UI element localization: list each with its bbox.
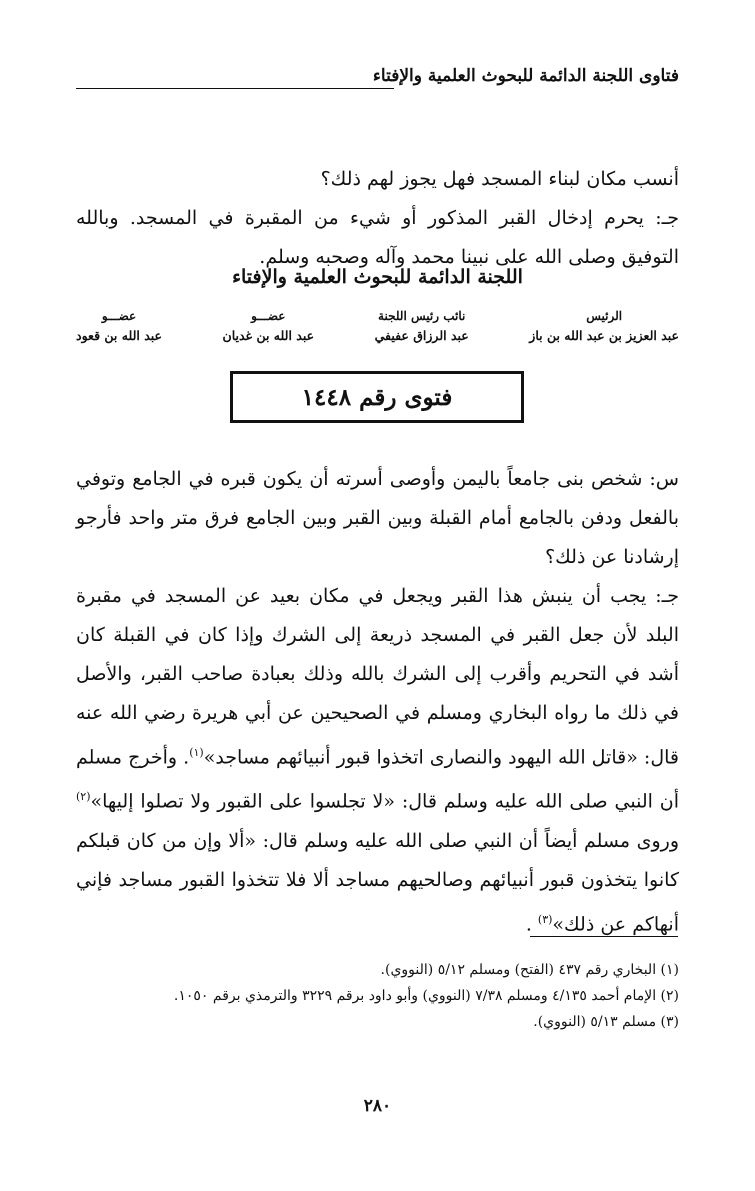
answer-end: . xyxy=(525,912,538,935)
previous-answer xyxy=(76,160,679,277)
fatwa-body xyxy=(76,460,679,944)
fatwa-title: فتوى رقم ١٤٤٨ xyxy=(301,383,453,411)
member-signature xyxy=(375,306,469,346)
member-role: عضـــو xyxy=(251,309,286,323)
fatwa-number-box xyxy=(230,371,524,423)
member-signature xyxy=(529,306,679,346)
footnote-ref-3: (٣) xyxy=(537,912,553,926)
fatwa-question: س: شخص بنى جامعاً باليمن وأوصى أسرته أن يكون قبره في الجامع وتوفي بالفعل ودفن بالجامع أمام القبلة وبين القبر وبين الجامع فرق متر واحد فأرجو إرشادنا عن ذلك؟ xyxy=(76,468,679,568)
footnote-3: (٣) مسلم ٥/١٣ (النووي). xyxy=(533,1014,679,1030)
footnote-separator xyxy=(530,936,678,937)
member-signature xyxy=(76,306,162,346)
header-rule xyxy=(76,88,394,89)
member-name: عبد الله بن غديان xyxy=(222,328,315,343)
header-title: فتاوى اللجنة الدائمة للبحوث العلمية والإفتاء xyxy=(372,66,679,86)
question-ending: أنسب مكان لبناء المسجد فهل يجوز لهم ذلك؟ xyxy=(320,168,679,190)
member-name: عبد الرزاق عفيفي xyxy=(374,328,469,343)
footnote-ref-2: (٢) xyxy=(76,790,91,804)
member-role: نائب رئيس اللجنة xyxy=(378,309,466,323)
committee-signatures xyxy=(76,306,679,346)
footnote-2: (٢) الإمام أحمد ٤/١٣٥ ومسلم ٧/٣٨ (النووي) وأبو داود برقم ٣٢٢٩ والترمذي برقم ١٠٥٠. xyxy=(173,988,679,1004)
member-name: عبد الله بن قعود xyxy=(76,328,163,343)
answer-part-2: . وأخرج مسلم أن النبي صلى الله عليه وسلم قال: «لا تجلسوا على القبور ولا تصلوا إليها» xyxy=(76,746,679,813)
footnote-ref-1: (١) xyxy=(189,746,204,759)
member-role: الرئيس xyxy=(586,309,623,323)
answer-part-3: وروى مسلم أيضاً أن النبي صلى الله عليه وسلم قال: «ألا وإن من كان قبلكم كانوا يتخذون قبور أنبيائهم وصالحيهم مساجد ألا فلا تتخذوا القبور مساجد فإني أنهاكم عن ذلك» xyxy=(76,829,679,935)
footnotes xyxy=(60,957,679,1035)
previous-answer-text: جـ: يحرم إدخال القبر المذكور أو شيء من المقبرة في المسجد. وبالله التوفيق وصلى الله على نبينا محمد وآله وصحبه وسلم. xyxy=(76,207,679,268)
fatwa-answer xyxy=(76,577,679,944)
answer-part-1: جـ: يجب أن ينبش هذا القبر ويجعل في مكان بعيد عن المسجد في مقبرة البلد لأن جعل القبر في المسجد ذريعة إلى الشرك وإذا كان في القبلة كان أشد في التحريم وأقرب إلى الشرك بالله وذلك بعبادة صاحب القبر، والأصل في ذلك ما رواه البخاري ومسلم في الصحيحين عن أبي هريرة رضي الله عنه قال: «قاتل الله اليهود والنصارى اتخذوا قبور أنبيائهم مساجد» xyxy=(76,585,679,769)
committee-title: اللجنة الدائمة للبحوث العلمية والإفتاء xyxy=(232,266,523,288)
member-role: عضـــو xyxy=(101,309,137,323)
page-number: ٢٨٠ xyxy=(363,1096,392,1116)
footnote-1: (١) البخاري رقم ٤٣٧ (الفتح) ومسلم ٥/١٢ (النووي). xyxy=(380,962,679,978)
running-header xyxy=(76,66,679,96)
member-name: عبد العزيز بن عبد الله بن باز xyxy=(529,328,679,343)
member-signature xyxy=(223,306,315,346)
